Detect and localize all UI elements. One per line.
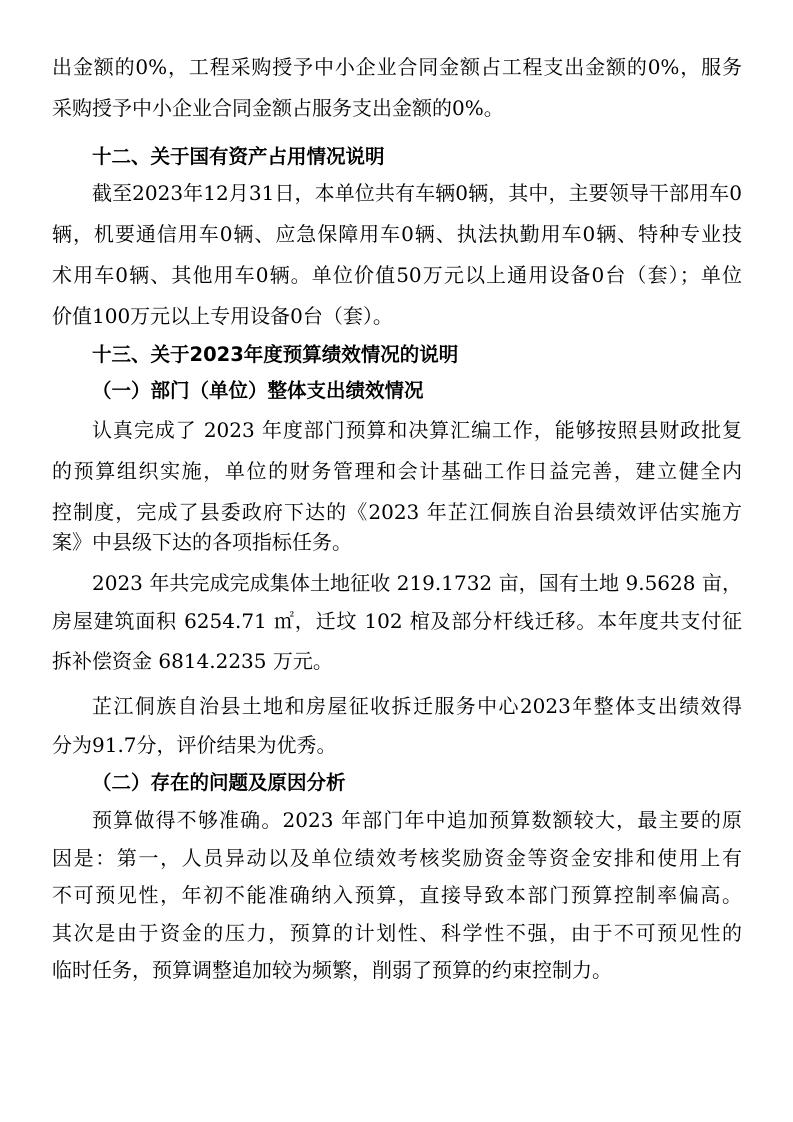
- text-line: 截至2023年12月31日，本单位共有车辆0辆，其中，主要领导干部用车0: [92, 181, 742, 205]
- text-line: 辆，机要通信用车0辆、应急保障用车0辆、执法执勤用车0辆、特种专业技: [52, 222, 742, 246]
- text-line: 认真完成了 2023 年度部门预算和决算汇编工作，能够按照县财政批复: [92, 418, 742, 442]
- text-line: 术用车0辆、其他用车0辆。单位价值50万元以上通用设备0台（套）；单位: [52, 263, 742, 287]
- text-line: 因是：第一，人员异动以及单位绩效考核奖励资金等资金安排和使用上有: [52, 846, 742, 870]
- section-heading: 十三、关于2023年度预算绩效情况的说明: [92, 343, 459, 366]
- text-line: 预算做得不够准确。2023 年部门年中追加预算数额较大，最主要的原: [92, 808, 742, 832]
- text-line: 价值100万元以上专用设备0台（套）。: [52, 304, 393, 328]
- subsection-heading: （一）部门（单位）整体支出绩效情况: [92, 379, 424, 402]
- text-line: 芷江侗族自治县土地和房屋征收拆迁服务中心2023年整体支出绩效得: [92, 694, 742, 718]
- section-heading: 十二、关于国有资产占用情况说明: [92, 145, 385, 168]
- text-line: 拆补偿资金 6814.2235 万元。: [52, 649, 333, 673]
- text-line: 出金额的0%，工程采购授予中小企业合同金额占工程支出金额的0%，服务: [52, 55, 742, 79]
- text-line: 不可预见性，年初不能准确纳入预算，直接导致本部门预算控制率偏高。: [52, 883, 742, 907]
- text-line: 控制度，完成了县委政府下达的《2023 年芷江侗族自治县绩效评估实施方: [52, 500, 742, 524]
- text-line: 案》中县级下达的各项指标任务。: [52, 530, 352, 554]
- text-line: 临时任务，预算调整追加较为频繁，削弱了预算的约束控制力。: [52, 958, 612, 982]
- text-line: 采购授予中小企业合同金额占服务支出金额的0%。: [52, 96, 504, 120]
- text-line: 2023 年共完成完成集体土地征收 219.1732 亩，国有土地 9.5628 亩，: [92, 571, 742, 595]
- text-line: 分为91.7分，评价结果为优秀。: [52, 733, 337, 757]
- text-line: 的预算组织实施，单位的财务管理和会计基础工作日益完善，建立健全内: [52, 459, 742, 483]
- text-line: 其次是由于资金的压力，预算的计划性、科学性不强，由于不可预见性的: [52, 921, 742, 945]
- text-line: 房屋建筑面积 6254.71 ㎡，迁坟 102 棺及部分杆线迁移。本年度共支付征: [52, 609, 742, 633]
- subsection-heading: （二）存在的问题及原因分析: [92, 771, 346, 794]
